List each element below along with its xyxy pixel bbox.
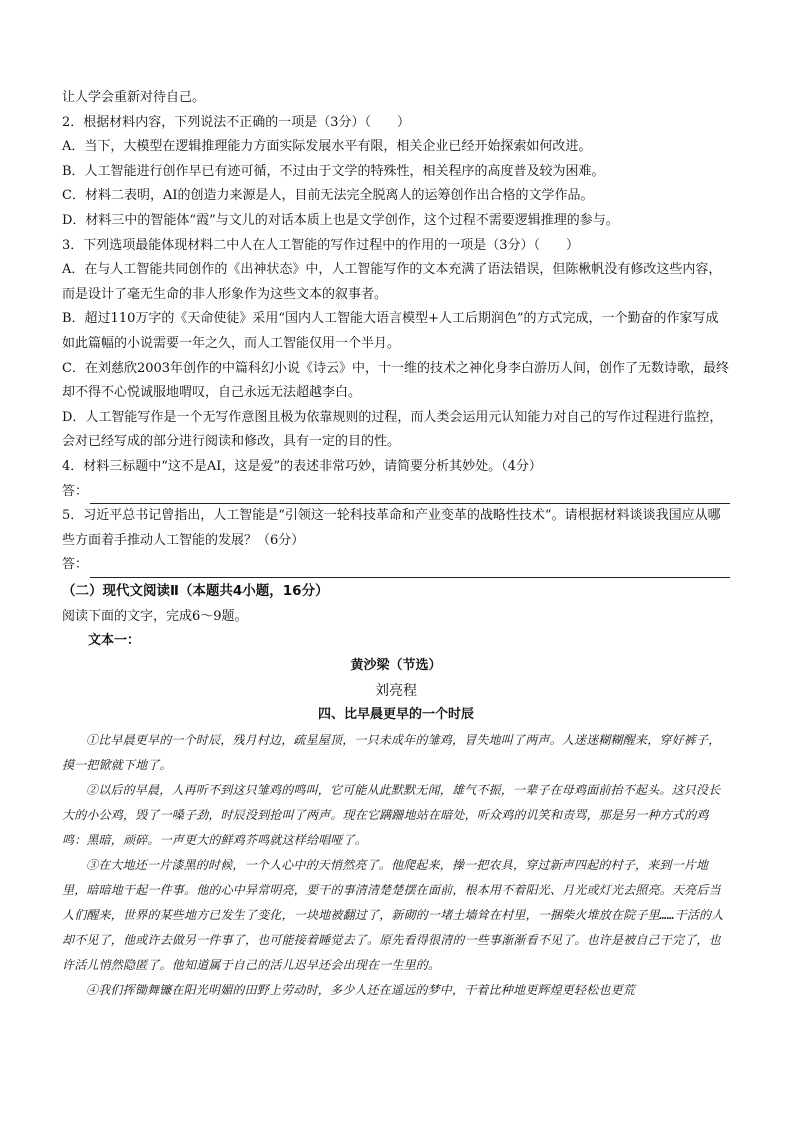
question-3-option-d: D．人工智能写作是一个无写作意图且极为依靠规则的过程，而人类会运用元认知能力对自己的写作过程进行监控，会对已经写成的部分进行阅读和修改，具有一定的目的性。 — [62, 409, 723, 450]
page-content — [62, 86, 730, 1003]
text-label: 文本一： — [88, 633, 141, 649]
work-title: 黄沙梁（节选） — [350, 658, 442, 674]
answer-label: 答： — [62, 557, 89, 573]
question-2-option-d: D．材料三中的智能体“霞”与文儿的对话本质上也是文学创作，这个过程不需要逻辑推理的参与。 — [62, 212, 619, 228]
answer-label: 答： — [62, 483, 89, 499]
story-paragraph-3: ③在大地还一片漆黑的时候，一个人心中的天悄然亮了。他爬起来，操一把农具，穿过新声四起的村子，来到一片地里，暗暗地干起一件事。他的心中异常明亮，要干的事清清楚楚摆在面前，根本用不着阳光、月光或灯光去照亮。天亮后当人们醒来，世界的某些地方已发生了变化，一块地被翻过了，新砌的一堵土墙耸在村里，一捆柴火堆放在院子里……干活的人却不见了，他或许去做另一件事了，也可能接着睡觉去了。原先看得很清的一些事渐渐看不见了。也许是被自己干完了，也许活儿悄然隐匿了。他知道属于自己的活儿迟早还会出现在一生里的。 — [62, 857, 724, 972]
question-3-option-b: B．超过110万字的《天命使徒》采用“国内人工智能大语言模型+人工后期润色”的方式完成，一个勤奋的作家写成如此篇幅的小说需要一年之久，而人工智能仅用一个半月。 — [62, 311, 719, 351]
continued-text: 让人学会重新对待自己。 — [62, 90, 206, 105]
question-4-stem: 4．材料三标题中“这不是AI，这是爱”的表述非常巧妙，请简要分析其妙处。（4分） — [62, 458, 542, 474]
question-2-option-b: B．人工智能进行创作早已有迹可循，不过由于文学的特殊性，相关程序的高度普及较为困难。 — [62, 163, 605, 179]
question-5-answer — [62, 553, 730, 578]
question-3-stem: 3．下列选项最能体现材料二中人在人工智能的写作过程中的作用的一项是（3分）（ ） — [62, 237, 580, 253]
story-paragraph-4: ④我们挥锄舞镰在阳光明媚的田野上劳动时，多少人还在遥远的梦中，干着比种地更辉煌更轻松也更荒 — [86, 982, 636, 997]
section-title: （二）现代文阅读Ⅱ（本题共4小题，16分） — [62, 582, 329, 599]
story-paragraph-2: ②以后的早晨，人再听不到这只雏鸡的鸣叫，它可能从此默默无闻，雄气不振，一辈子在母鸡面前抬不起头。这只没长大的小公鸡，毁了一嗓子劲，时辰没到抢叫了两声。现在它蹒跚地站在暗处，听众鸡的讥笑和责骂，那是另一种方式的鸡鸣：黑暗，顽碎。一声更大的鲜鸡芥鸣就这样给唱哑了。 — [62, 782, 721, 847]
author-name: 刘亮程 — [375, 682, 417, 699]
question-2-option-c: C．材料二表明，AI的创造力来源是人，目前无法完全脱离人的运筹创作出合格的文学作品。 — [62, 188, 594, 204]
story-paragraph-1: ①比早晨更早的一个时辰，残月村边，疏星屋顶，一只未成年的雏鸡，冒失地叫了两声。人迷迷糊糊醒来，穿好裤子，摸一把锨就下地了。 — [62, 732, 721, 772]
section-instruction: 阅读下面的文字，完成6～9题。 — [62, 608, 248, 624]
answer-line[interactable] — [90, 561, 730, 578]
answer-line[interactable] — [90, 487, 730, 504]
question-2-stem: 2．根据材料内容，下列说法不正确的一项是（3分）（ ） — [62, 114, 411, 130]
question-5-stem: 5．习近平总书记曾指出，人工智能是“引领这一轮科技革命和产业变革的战略性技术”。请根据材料谈谈我国应从哪些方面着手推动人工智能的发展？（6分） — [62, 508, 721, 548]
chapter-title: 四、比早晨更早的一个时辰 — [317, 707, 474, 723]
question-3-option-c: C．在刘慈欣2003年创作的中篇科幻小说《诗云》中，十一维的技术之神化身李白游历人间，创作了无数诗歌，最终却不得不心悦诚服地喟叹，自己永远无法超越李白。 — [62, 360, 730, 401]
question-3-option-a: A．在与人工智能共同创作的《出神状态》中，人工智能写作的文本充满了语法错误，但陈楸帆没有修改这些内容，而是设计了毫无生命的非人形象作为这些文本的叙事者。 — [62, 262, 722, 302]
question-4-answer — [62, 480, 730, 505]
question-2-option-a: A．当下，大模型在逻辑推理能力方面实际发展水平有限，相关企业已经开始探索如何改进。 — [62, 139, 592, 155]
